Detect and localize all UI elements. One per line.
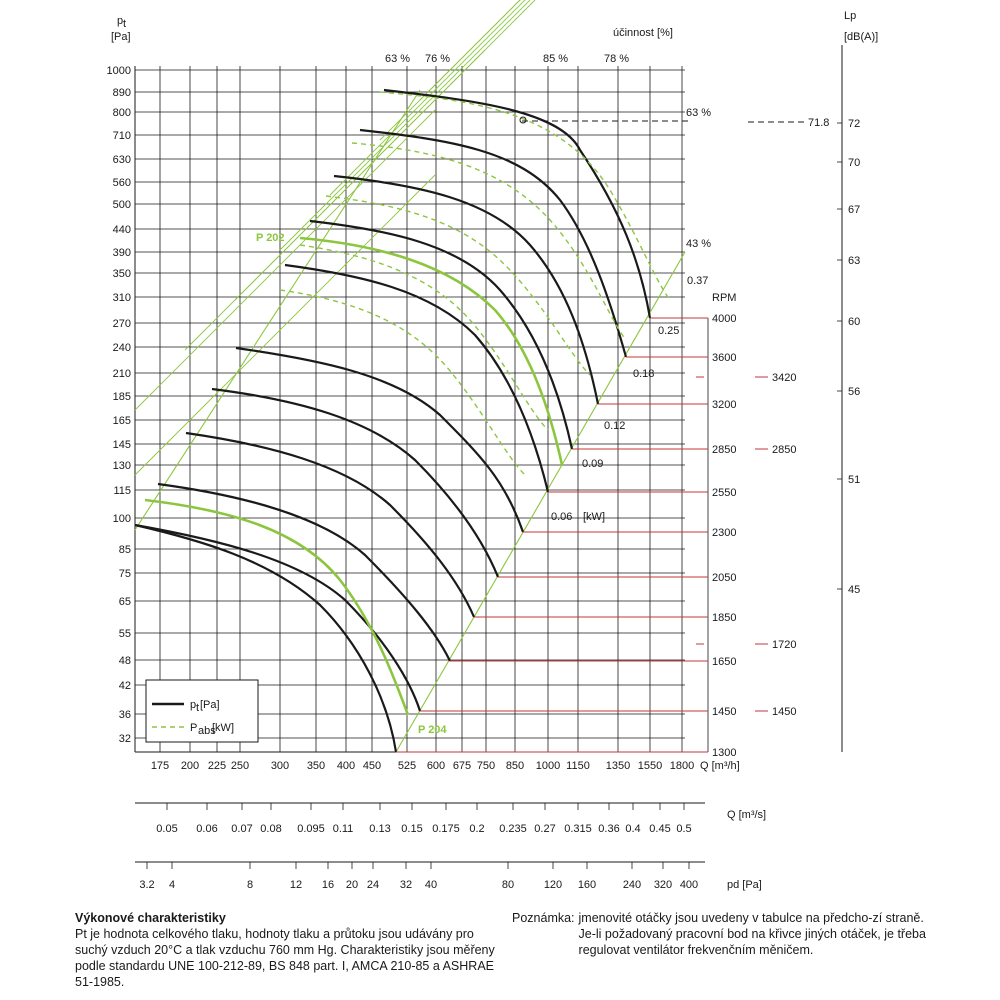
chart-curves (135, 90, 670, 752)
x-tick-label: 525 (397, 760, 417, 772)
footer-title: Výkonové charakteristiky (75, 911, 226, 925)
q-ms-tick-label: 0.06 (196, 823, 218, 835)
x-tick-label: 675 (452, 760, 472, 772)
power-label: 0.18 (633, 368, 655, 380)
x-tick-label: 250 (230, 760, 250, 772)
lp-tick-label: 56 (848, 386, 861, 398)
rpm-label: 4000 (712, 313, 737, 325)
lp-axis-unit: [dB(A)] (844, 31, 879, 43)
y-tick-label: 560 (112, 177, 131, 189)
q-ms-tick-label: 0.27 (534, 823, 556, 835)
y-tick-label: 390 (112, 247, 131, 259)
highlight-label-p204: P 204 (418, 724, 447, 736)
power-unit: [kW] (583, 511, 605, 523)
y-tick-label: 85 (118, 544, 131, 556)
efficiency-title: účinnost [%] (613, 27, 673, 39)
pd-tick-label: 24 (366, 879, 380, 891)
x-tick-label: 175 (150, 760, 170, 772)
rpm-title: RPM (712, 292, 737, 304)
rpm-nominal-label: 2850 (772, 444, 797, 456)
legend-label-pabs: P (190, 722, 198, 734)
note-text: jmenovité otáčky jsou uvedeny v tabulce na předcho-zí straně. Je-li požadovaný pracovní bod na křivce jiných otáček, je třeba regulovat ventilátor frekvenčním měničem. (578, 911, 926, 957)
boundary-line-left (135, 90, 420, 530)
system-line (420, 0, 720, 100)
y-axis-title-sub: t (123, 18, 127, 30)
rpm-label: 1300 (712, 747, 737, 759)
y-tick-label: 270 (112, 318, 131, 330)
q-ms-tick-label: 0.05 (156, 823, 178, 835)
y-tick-label: 440 (112, 224, 131, 236)
y-tick-label: 165 (112, 415, 131, 427)
efficiency-label: 78 % (604, 53, 630, 65)
rpm-nominal-label: 3420 (772, 372, 797, 384)
pd-tick-label: 20 (345, 879, 359, 891)
q-ms-tick-label: 0.45 (649, 823, 671, 835)
y-tick-label: 800 (112, 107, 131, 119)
power-curve (326, 196, 590, 375)
x-tick-label: 400 (336, 760, 356, 772)
system-line (135, 175, 435, 475)
pd-tick-label: 12 (289, 879, 303, 891)
legend-label-pt: p (190, 699, 197, 711)
q-ms-tick-label: 0.36 (598, 823, 620, 835)
rpm-label: 2550 (712, 487, 737, 499)
y-axis-title: p (117, 15, 124, 27)
y-tick-label: 240 (112, 342, 131, 354)
y-tick-label: 710 (112, 130, 131, 142)
q-ms-tick-label: 0.095 (297, 823, 325, 835)
y-tick-label: 65 (118, 596, 131, 608)
q-ms-tick-label: 0.235 (499, 823, 527, 835)
q-ms-unit: Q [m³/s] (727, 809, 767, 821)
lp-tick-label: 60 (848, 316, 861, 328)
y-tick-label: 75 (118, 568, 131, 580)
system-line (280, 0, 580, 250)
y-tick-label: 310 (112, 292, 131, 304)
x-tick-label: 200 (180, 760, 200, 772)
pd-tick-label: 4 (168, 879, 176, 891)
x-tick-label: 850 (505, 760, 525, 772)
lp-tick-label: 63 (848, 255, 861, 267)
x-tick-label: 1550 (637, 760, 663, 772)
legend-label-pt-unit: [Pa] (200, 699, 220, 711)
legend-label-pabs-unit: [kW] (212, 722, 234, 734)
power-label: 0.25 (658, 325, 680, 337)
note-label: Poznámka: (512, 911, 575, 925)
power-label: 0.12 (604, 420, 626, 432)
pd-tick-label: 400 (679, 879, 699, 891)
boundary-line (396, 252, 685, 752)
x-tick-label: 600 (426, 760, 446, 772)
footer-note (512, 910, 932, 958)
lp-tick-label: 51 (848, 474, 861, 486)
y-tick-label: 185 (112, 391, 131, 403)
y-tick-label: 115 (113, 485, 131, 497)
y-tick-label: 1000 (106, 65, 131, 77)
lp-tick-label: 67 (848, 204, 861, 216)
q-ms-tick-label: 0.175 (432, 823, 460, 835)
y-tick-label: 130 (112, 460, 131, 472)
efficiency-label: 43 % (686, 238, 712, 250)
q-ms-tick-label: 0.2 (469, 823, 485, 835)
y-tick-label: 890 (112, 87, 131, 99)
pd-tick-label: 160 (577, 879, 597, 891)
y-tick-label: 32 (118, 733, 131, 745)
rpm-label: 2850 (712, 444, 737, 456)
efficiency-label: 85 % (543, 53, 569, 65)
chart-axes (107, 10, 879, 891)
x-tick-label: 300 (270, 760, 290, 772)
x-tick-label: 1350 (605, 760, 631, 772)
x-tick-label: 1150 (566, 760, 590, 772)
rpm-label: 1450 (712, 706, 737, 718)
power-label: 0.09 (582, 458, 604, 470)
pd-tick-label: 320 (653, 879, 673, 891)
pd-tick-label: 240 (622, 879, 642, 891)
x-tick-label: 750 (476, 760, 496, 772)
pd-unit: pd [Pa] (727, 879, 762, 891)
y-tick-label: 630 (112, 154, 131, 166)
x-tick-label: 350 (306, 760, 326, 772)
lp-tick-label: 72 (848, 118, 861, 130)
lp-tick-label: 45 (848, 584, 861, 596)
y-tick-label: 350 (112, 268, 131, 280)
rpm-label: 2300 (712, 527, 737, 539)
rpm-nominal-label: 1450 (772, 706, 797, 718)
x-tick-label: 450 (362, 760, 382, 772)
pd-tick-label: 120 (543, 879, 563, 891)
q-ms-tick-label: 0.07 (231, 823, 253, 835)
rpm-label: 2050 (712, 572, 737, 584)
q-ms-tick-label: 0.5 (676, 823, 692, 835)
q-ms-tick-label: 0.315 (564, 823, 592, 835)
pressure-curve (334, 176, 598, 404)
rpm-label: 1850 (712, 612, 737, 624)
y-tick-label: 55 (118, 628, 131, 640)
lp-reference-label: 71.8 (808, 117, 830, 129)
y-tick-label: 145 (112, 439, 131, 451)
chart-grid (135, 66, 685, 752)
rpm-label: 1650 (712, 656, 737, 668)
pd-tick-label: 40 (424, 879, 438, 891)
power-curve (280, 290, 525, 475)
q-ms-tick-label: 0.08 (260, 823, 282, 835)
y-tick-label: 100 (112, 513, 131, 525)
y-tick-label: 500 (112, 199, 131, 211)
lp-tick-label: 70 (848, 157, 861, 169)
y-tick-label: 42 (118, 680, 131, 692)
footer-body: Pt je hodnota celkového tlaku, hodnoty tlaku a průtoku jsou udávány pro suchý vzduch 20°C a tlak vzduchu 760 mm Hg. Charakteristiky jsou měřeny podle standardu UNE 100-212-89, BS 848 part. I, AMCA 210-85 a ASHRAE 51-1985. (75, 927, 495, 989)
rpm-label: 3200 (712, 399, 737, 411)
highlight-label-p202: P 202 (256, 232, 285, 244)
rpm-nominal-label: 1720 (772, 639, 797, 651)
x-tick-label: 1000 (535, 760, 561, 772)
y-tick-label: 210 (112, 368, 131, 380)
pd-tick-label: 32 (399, 879, 413, 891)
y-tick-label: 36 (118, 709, 131, 721)
legend-label-pabs-sub: abs (198, 725, 216, 737)
lp-axis-title: Lp (844, 10, 857, 22)
power-label: 0.37 (687, 275, 709, 287)
efficiency-label: 76 % (425, 53, 451, 65)
pd-tick-label: 8 (246, 879, 254, 891)
q-ms-tick-label: 0.4 (625, 823, 641, 835)
x-flow-unit: Q [m³/h] (700, 760, 740, 772)
power-curve (380, 92, 670, 300)
system-line (330, 0, 630, 195)
pd-tick-label: 3.2 (139, 879, 155, 891)
footer-description (75, 910, 505, 990)
y-axis-unit: [Pa] (111, 31, 131, 43)
efficiency-label: 63 % (385, 53, 411, 65)
pressure-curve (236, 348, 523, 532)
q-ms-tick-label: 0.13 (369, 823, 391, 835)
pd-tick-label: 80 (501, 879, 515, 891)
x-tick-label: 1800 (669, 760, 695, 772)
q-ms-tick-label: 0.11 (332, 823, 354, 835)
efficiency-label: 63 % (686, 107, 712, 119)
q-ms-tick-label: 0.15 (401, 823, 423, 835)
rpm-label: 3600 (712, 352, 737, 364)
x-tick-label: 225 (207, 760, 227, 772)
y-tick-label: 48 (118, 655, 131, 667)
power-label: 0.06 (551, 511, 573, 523)
legend-label-pt-sub: t (196, 702, 200, 714)
system-line (135, 110, 435, 410)
pd-tick-label: 16 (321, 879, 335, 891)
